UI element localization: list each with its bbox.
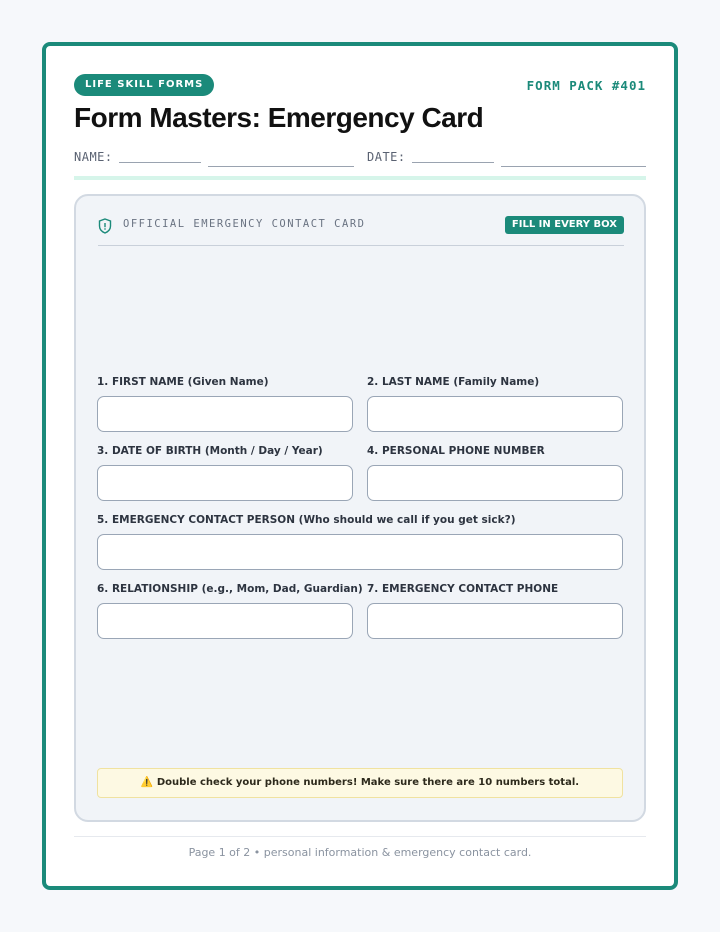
card-header — [98, 216, 624, 246]
name-label: NAME: — [74, 150, 113, 164]
fill-instruction-badge: FILL IN EVERY BOX — [505, 216, 624, 234]
date-line-short[interactable] — [412, 162, 494, 163]
name-line[interactable] — [208, 166, 354, 167]
date-label: DATE: — [367, 150, 406, 164]
dob-label: 3. DATE OF BIRTH (Month / Day / Year) — [97, 445, 323, 457]
category-tag: LIFE SKILL FORMS — [74, 74, 214, 96]
page-title: Form Masters: Emergency Card — [74, 102, 484, 133]
worksheet-page — [42, 42, 678, 890]
page-footer: Page 1 of 2 • personal information & emergency contact card. — [188, 846, 532, 859]
dob-field[interactable] — [97, 465, 353, 501]
accent-divider — [74, 176, 646, 180]
emergency-card — [74, 194, 646, 822]
footer-divider — [74, 836, 646, 837]
phone-warning-notice: ⚠️ Double check your phone numbers! Make sure there are 10 numbers total. — [97, 768, 623, 798]
name-line-short[interactable] — [119, 162, 201, 163]
form-pack-number: FORM PACK #401 — [526, 78, 646, 93]
contact-person-label: 5. EMERGENCY CONTACT PERSON (Who should we call if you get sick?) — [97, 514, 516, 526]
card-title: OFFICIAL EMERGENCY CONTACT CARD — [123, 218, 366, 230]
contact-phone-field[interactable] — [367, 603, 623, 639]
contact-phone-label: 7. EMERGENCY CONTACT PHONE — [367, 583, 559, 595]
date-line[interactable] — [501, 166, 646, 167]
phone-label: 4. PERSONAL PHONE NUMBER — [367, 445, 545, 457]
last-name-field[interactable] — [367, 396, 623, 432]
shield-icon — [98, 218, 112, 234]
last-name-label: 2. LAST NAME (Family Name) — [367, 376, 540, 388]
relationship-field[interactable] — [97, 603, 353, 639]
first-name-label: 1. FIRST NAME (Given Name) — [97, 376, 269, 388]
phone-field[interactable] — [367, 465, 623, 501]
relationship-label: 6. RELATIONSHIP (e.g., Mom, Dad, Guardian) — [97, 583, 363, 595]
contact-person-field[interactable] — [97, 534, 623, 570]
first-name-field[interactable] — [97, 396, 353, 432]
